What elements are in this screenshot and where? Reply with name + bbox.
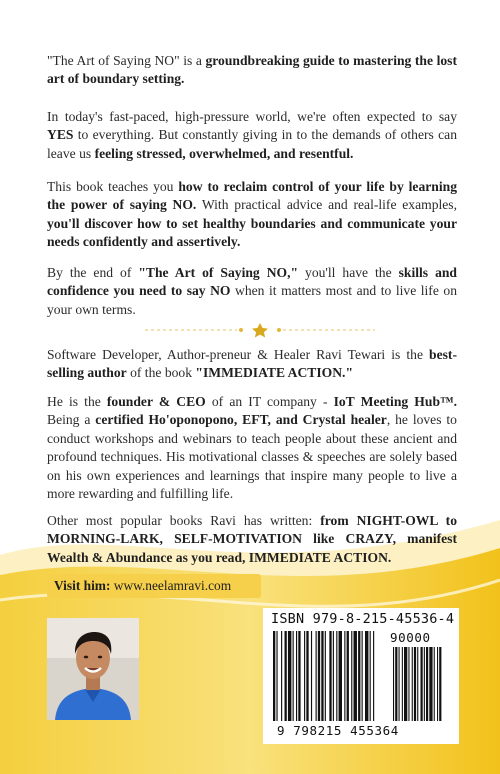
text-run: feeling stressed, overwhelmed, and resentful. (94, 145, 354, 161)
addon-bar (439, 647, 441, 721)
addon-bar (395, 647, 397, 721)
text-run: to everything. But constantly giving in to the demands of others can leave us (47, 127, 457, 161)
isbn-barcode (263, 608, 459, 744)
barcode-bars (271, 631, 457, 727)
outcome-paragraph (47, 264, 457, 319)
author-bio-paragraph (47, 393, 457, 503)
text-run: how to reclaim control of your life by learning the power of saying NO. (47, 179, 457, 213)
barcode-bar (311, 631, 312, 721)
barcode-bar (296, 631, 297, 721)
barcode-bar (329, 631, 331, 721)
text-run: Other most popular books Ravi has written: (47, 513, 321, 528)
text-run: best-selling author (47, 347, 457, 381)
barcode-bar (358, 631, 360, 721)
ean-digits: 9 798215 455364 (277, 723, 399, 738)
text-run: of an IT company - (205, 394, 334, 409)
addon-bar (412, 647, 413, 721)
text-run: you'll discover how to set healthy boundaries and communicate your needs confidently and assertively. (47, 215, 457, 250)
barcode-bar (288, 631, 291, 721)
text-run: skills and confidence you need to say NO (47, 265, 457, 299)
website-url[interactable]: www.neelamravi.com (113, 578, 232, 593)
author-intro-paragraph (47, 346, 457, 383)
barcode-bar (321, 631, 323, 721)
text-run: By the end of (47, 265, 139, 280)
text-run: from NIGHT-OWL to MORNING-LARK, SELF-MOTIVATION like CRAZY, manifest Wealth & Abundance as you read, IMMEDIATE ACTION. (47, 513, 457, 565)
intro-paragraph (47, 52, 457, 89)
addon-bar (399, 647, 400, 721)
barcode-bar (304, 631, 305, 721)
teaching-paragraph (47, 178, 457, 252)
barcode-bar (298, 631, 300, 721)
barcode-bar (273, 631, 275, 721)
text-run: of the book (126, 365, 196, 381)
author-portrait-icon (47, 618, 139, 720)
barcode-bar (285, 631, 287, 721)
barcode-bar (325, 631, 326, 721)
barcode-bar (306, 631, 308, 721)
text-run: "IMMEDIATE ACTION." (195, 365, 353, 381)
barcode-bar (370, 631, 371, 721)
other-books-paragraph (47, 512, 457, 567)
text-run: groundbreaking guide to mastering the lost art of boundary setting. (47, 53, 457, 87)
isbn-text: ISBN 979-8-215-45536-4 (271, 611, 455, 627)
text-run: , he loves to conduct workshops and webinars to teach people about these ancient and profound techniques. His motivational classes & speeches are solely based on his own experiences and learnings that inspire many people to live a more rewarding and fulfilling life. (47, 412, 457, 502)
barcode-bar (362, 631, 363, 721)
text-run: "The Art of Saying NO," (138, 265, 299, 280)
barcode-bar (333, 631, 334, 721)
addon-bar (402, 647, 403, 721)
text-run: This book teaches you (47, 179, 179, 194)
star-divider-icon (145, 322, 375, 338)
addon-bar (421, 647, 423, 721)
problem-paragraph (47, 108, 457, 163)
barcode-bar (281, 631, 282, 721)
barcode-bar (344, 631, 345, 721)
text-run: founder & CEO (106, 394, 206, 409)
text-run: In today's fast-paced, high-pressure world, we're often expected to say (47, 109, 457, 124)
addon-bar (408, 647, 409, 721)
text-run: when it matters most and to live life on your own terms. (47, 283, 457, 317)
barcode-bar (276, 631, 277, 721)
addon-bar (429, 647, 432, 721)
addon-bar (434, 647, 435, 721)
barcode-bar (293, 631, 294, 721)
barcode-bar (354, 631, 357, 721)
text-run: YES (47, 127, 74, 143)
addon-bar (437, 647, 438, 721)
visit-website-badge[interactable] (47, 574, 261, 598)
price-addon-text: 90000 (390, 630, 431, 645)
barcode-bar (339, 631, 342, 721)
text-run: "The Art of Saying NO" is a (47, 53, 206, 68)
text-run: Software Developer, Author-preneur & Healer Ravi Tewari is the (47, 347, 430, 362)
text-run: With practical advice and real-life examples, (196, 197, 457, 213)
addon-bar (424, 647, 425, 721)
barcode-bar (316, 631, 317, 721)
addon-bar (417, 647, 418, 721)
barcode-bar (336, 631, 337, 721)
addon-bar (426, 647, 428, 721)
text-run: you'll have the (298, 265, 399, 280)
text-run: certified Ho'oponopono, EFT, and Crystal healer (95, 412, 387, 428)
barcode-bar (351, 631, 352, 721)
barcode-bar (318, 631, 320, 721)
barcode-bar (347, 631, 349, 721)
visit-label: Visit him: (54, 578, 111, 593)
barcode-bar (373, 631, 374, 721)
addon-bar (404, 647, 407, 721)
addon-bar (414, 647, 416, 721)
barcode-bar (365, 631, 368, 721)
text-run: He is the (47, 394, 107, 409)
author-photo (47, 618, 139, 720)
addon-bar (393, 647, 394, 721)
text-run: IoT Meeting Hub™. (333, 394, 457, 409)
text-run: Being a (47, 412, 96, 428)
